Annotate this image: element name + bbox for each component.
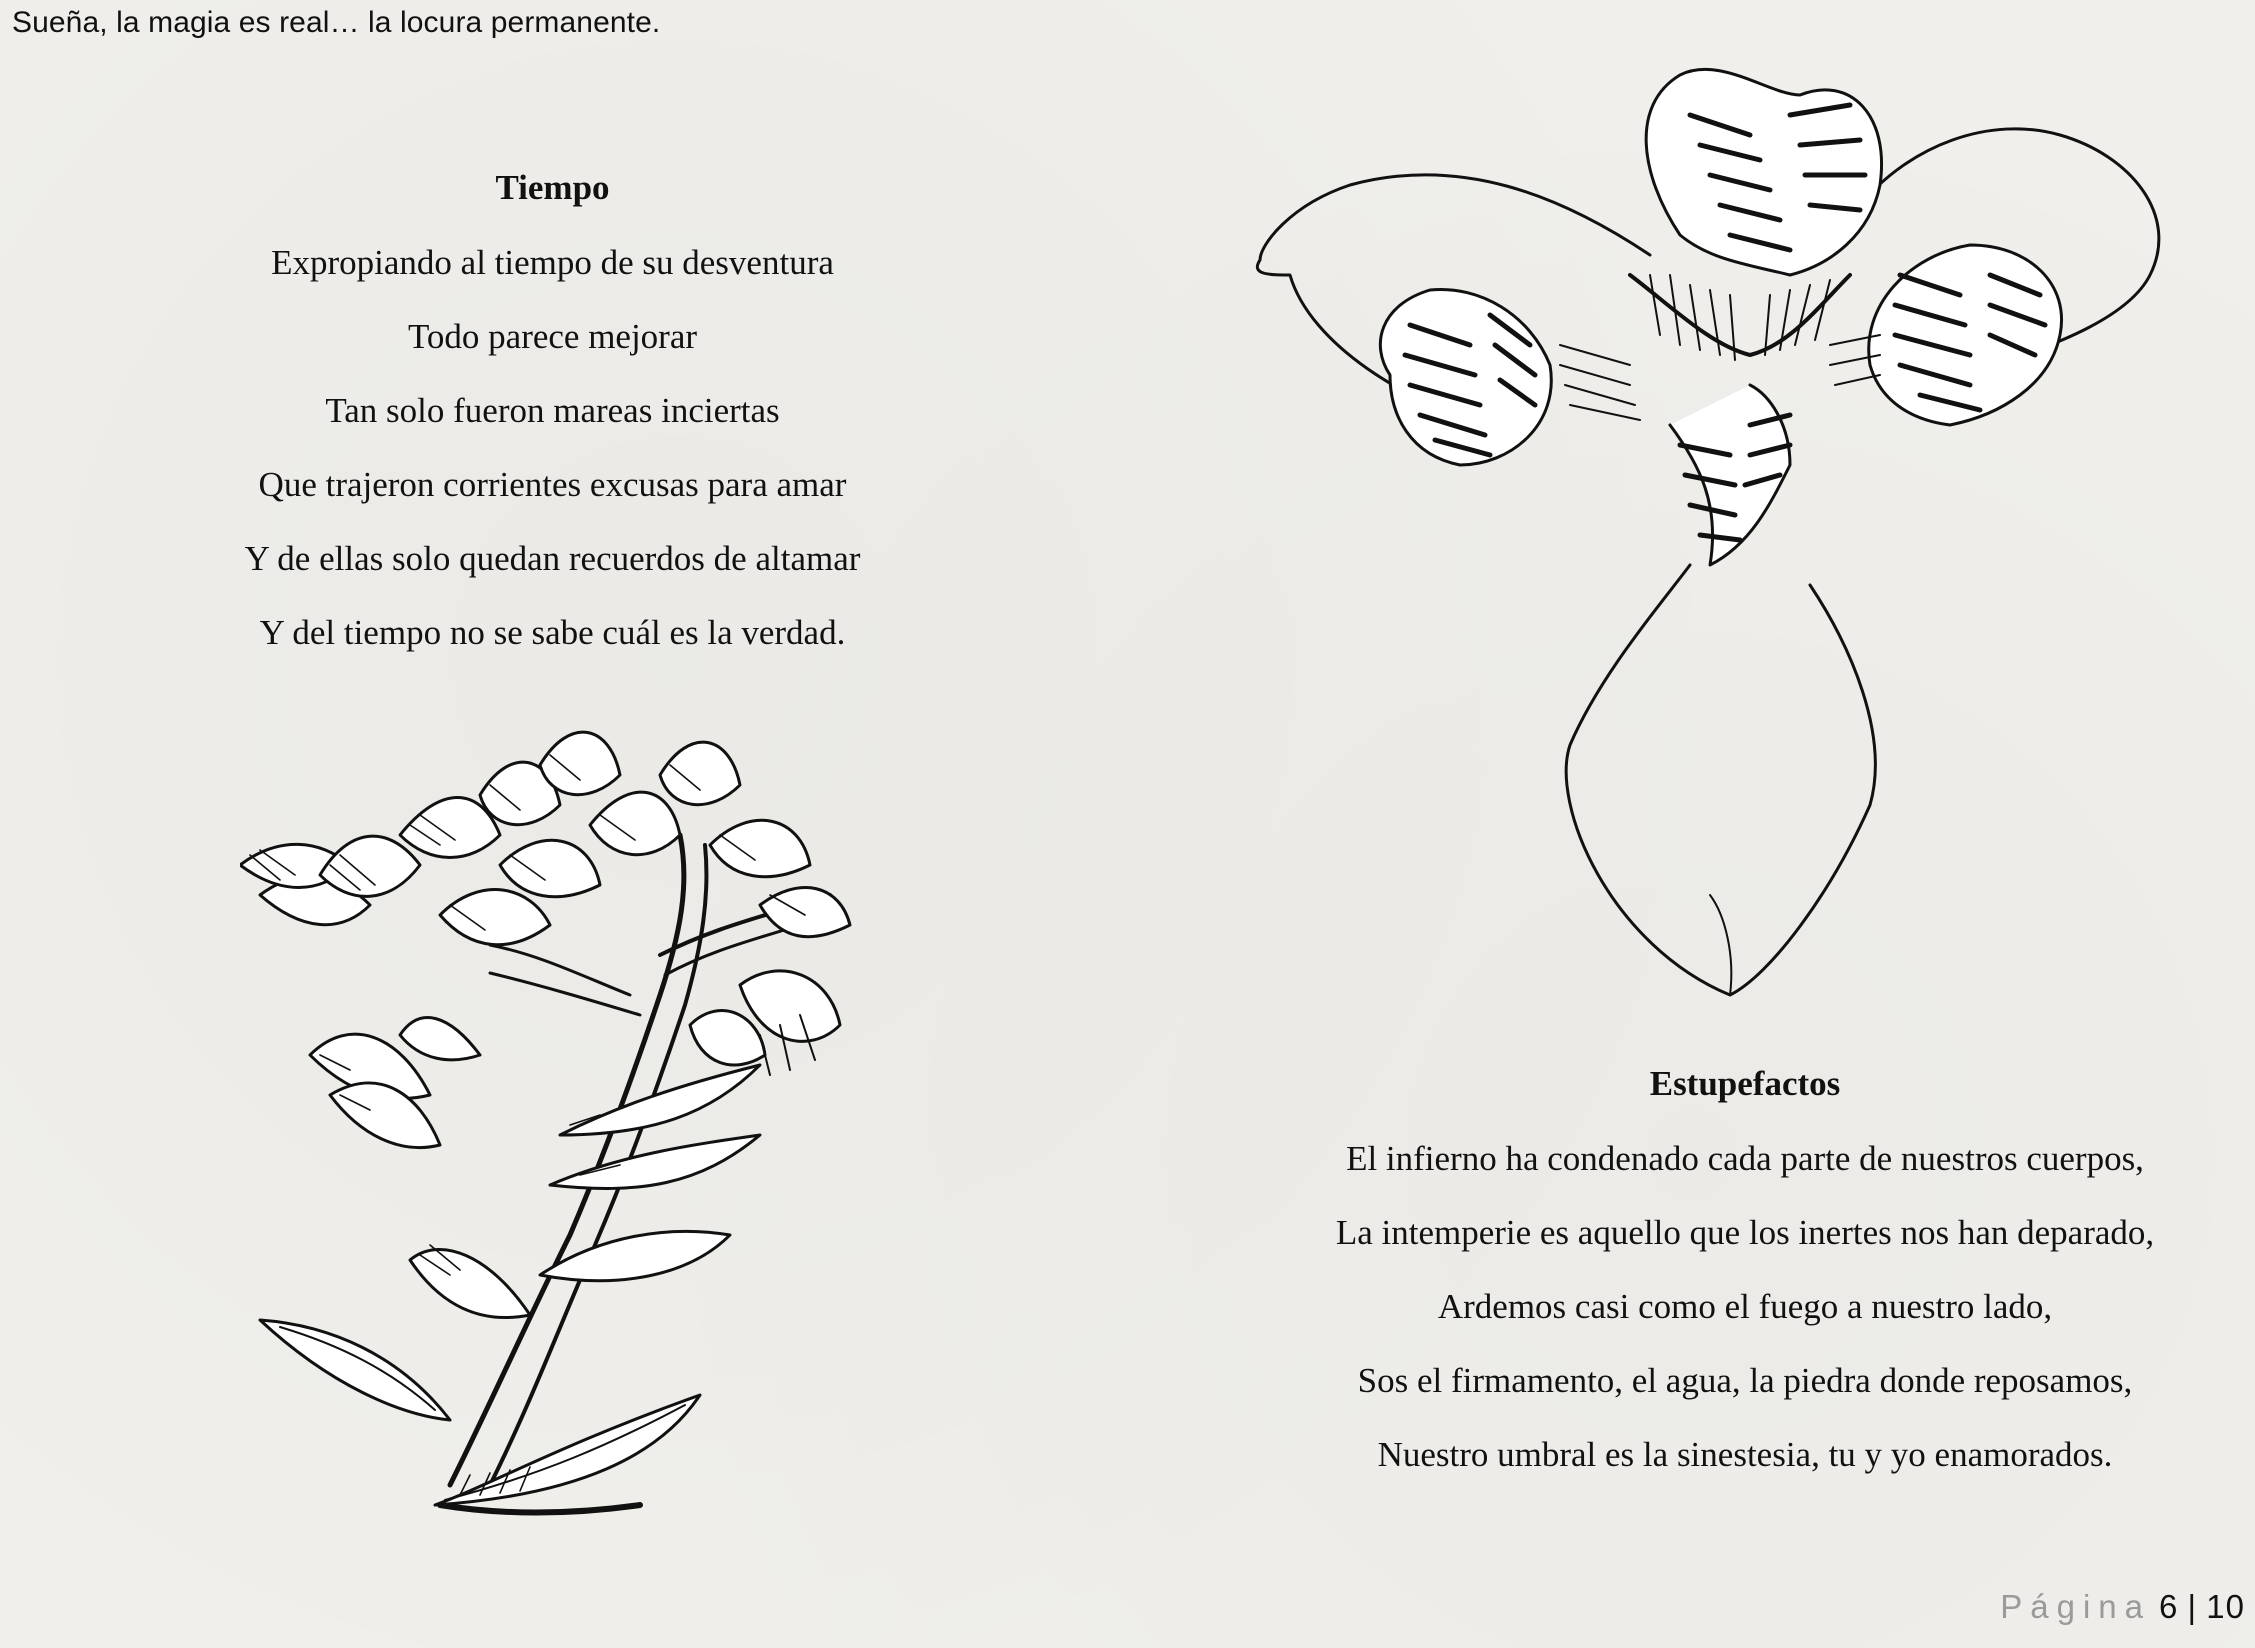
poem-line: Nuestro umbral es la sinestesia, tu y yo enamorados. (1377, 1435, 2113, 1474)
running-header: Sueña, la magia es real… la locura permanente. (12, 6, 661, 39)
poem-estupefactos (1250, 1064, 2240, 1492)
footer-separator: | (2187, 1588, 2198, 1625)
succulent-drawing (240, 715, 940, 1525)
poem-line: Que trajeron corrientes excusas para amar (258, 465, 847, 504)
footer-total-pages: 10 (2206, 1588, 2245, 1625)
poem-line: La intemperie es aquello que los inertes nos han deparado, (1335, 1213, 2155, 1252)
poem-line: El infierno ha condenado cada parte de nuestros cuerpos, (1346, 1139, 2144, 1178)
footer-page-number: 6 (2159, 1588, 2179, 1625)
poem-line: Tan solo fueron mareas inciertas (325, 391, 780, 430)
page-footer (2000, 1588, 2245, 1626)
poem-line: Sos el firmamento, el agua, la piedra donde reposamos, (1357, 1361, 2133, 1400)
poem-title: Estupefactos (1649, 1064, 1841, 1103)
poem-line: Expropiando al tiempo de su desventura (271, 243, 834, 282)
poem-line: Y de ellas solo quedan recuerdos de altamar (244, 539, 861, 578)
poem-title: Tiempo (495, 168, 610, 207)
poem-line: Todo parece mejorar (407, 317, 698, 356)
poem-tiempo (150, 168, 955, 670)
footer-page-label: Página (2000, 1588, 2151, 1625)
poem-line: Y del tiempo no se sabe cuál es la verdad. (259, 613, 846, 652)
poem-line: Ardemos casi como el fuego a nuestro lado, (1437, 1287, 2053, 1326)
iris-flower-drawing (1230, 45, 2190, 1015)
